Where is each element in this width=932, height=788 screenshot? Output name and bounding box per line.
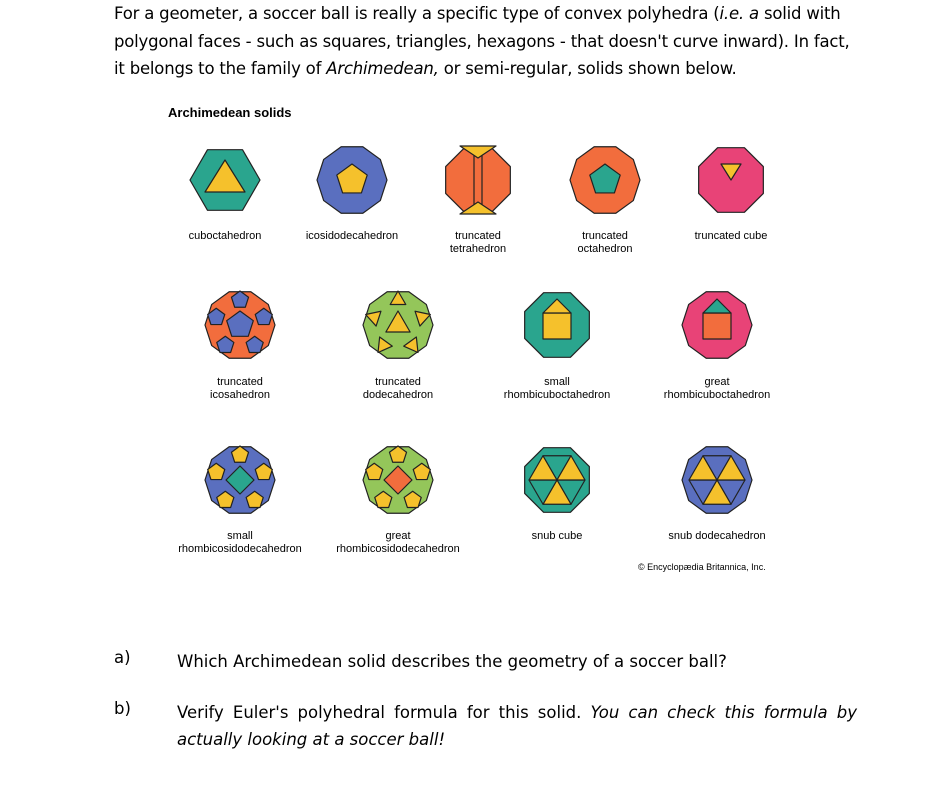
truncated-dodecahedron-icon (361, 288, 435, 367)
figure-title: Archimedean solids (168, 105, 292, 120)
snub-dodecahedron-icon (680, 443, 754, 522)
truncated-octahedron-icon (568, 143, 642, 222)
solid-caption: small rhombicosidodecahedron (178, 530, 302, 555)
solid-caption: truncated octahedron (577, 230, 633, 255)
figure-credit: © Encyclopædia Britannica, Inc. (638, 562, 766, 572)
solid-caption: snub cube (531, 530, 583, 542)
question-label: b) (114, 699, 131, 718)
intro-paragraph (114, 0, 854, 83)
question-text: Verify Euler's polyhedral formula for this solid. You can check this formula by actually looking at a soccer ball! (177, 703, 857, 749)
solid-caption: truncated tetrahedron (449, 230, 507, 255)
solid-caption: cuboctahedron (188, 230, 262, 242)
solid-caption: small rhombicuboctahedron (503, 376, 611, 401)
solid-caption: great rhombicosidodecahedron (336, 530, 460, 555)
intro-text: For a geometer, a soccer ball is really a specific type of convex polyhedra (i.e. a solid with polygonal faces - such as squares, triangles, hexagons - that doesn't curve inward). In fact, it belongs to the family of Archimedean, or semi-regular, solids shown below. (114, 4, 850, 78)
great-rhombicuboctahedron-icon (680, 288, 754, 367)
small-rhombicuboctahedron-icon (520, 288, 594, 367)
snub-cube-icon (520, 443, 594, 522)
question-text: Which Archimedean solid describes the geometry of a soccer ball? (177, 652, 727, 671)
solid-caption: truncated dodecahedron (362, 376, 434, 401)
truncated-tetrahedron-icon (441, 143, 515, 222)
archimedean-solids-figure (160, 100, 820, 590)
truncated-icosahedron-icon (203, 288, 277, 367)
solid-caption: truncated icosahedron (210, 376, 270, 401)
solid-caption: icosidodecahedron (305, 230, 399, 242)
great-rhombicosidodecahedron-icon (361, 443, 435, 522)
truncated-cube-icon (694, 143, 768, 222)
question-label: a) (114, 648, 131, 667)
solid-caption: truncated cube (694, 230, 768, 242)
icosidodecahedron-icon (315, 143, 389, 222)
cuboctahedron-icon (188, 143, 262, 222)
solid-caption: snub dodecahedron (668, 530, 766, 542)
solid-caption: great rhombicuboctahedron (663, 376, 771, 401)
small-rhombicosidodecahedron-icon (203, 443, 277, 522)
